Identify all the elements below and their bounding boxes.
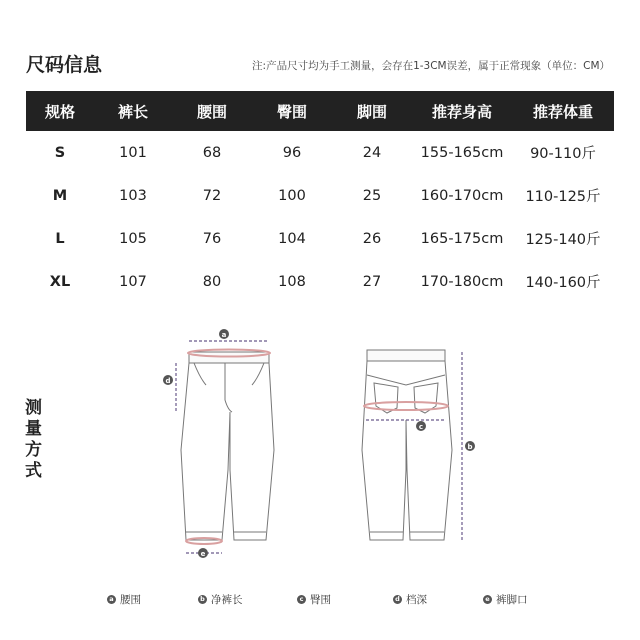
table-cell: 105	[119, 230, 147, 247]
table-cell: 107	[119, 273, 147, 290]
marker-b	[465, 441, 475, 451]
table-cell: 110-125斤	[525, 189, 601, 205]
marker-c	[416, 421, 426, 431]
back-waistband	[367, 350, 445, 361]
legend-label: 档深	[406, 594, 427, 606]
pants-front-view	[181, 352, 274, 540]
marker-d-label: d	[165, 377, 171, 385]
size-cell: M	[52, 187, 68, 204]
label-char: 式	[25, 461, 42, 481]
marker-e	[198, 548, 208, 558]
size-cell: L	[55, 230, 65, 247]
back-measure-lines	[366, 352, 462, 540]
measurement-legend	[0, 592, 640, 612]
size-cell: S	[54, 144, 66, 161]
back-right-leg	[406, 361, 452, 540]
marker-d	[163, 375, 173, 385]
table-cell: 170-180cm	[420, 273, 504, 290]
column-header: 腰围	[172, 91, 252, 131]
marker-a-label: a	[221, 331, 227, 339]
page-title: 尺码信息	[26, 54, 103, 76]
table-cell: 76	[202, 230, 222, 247]
marker-c-label: c	[418, 423, 424, 431]
table-cell: 165-175cm	[420, 230, 504, 247]
column-header: 推荐身高	[412, 91, 512, 131]
column-header: 臀围	[252, 91, 332, 131]
table-cell: 140-160斤	[525, 275, 601, 291]
column-header: 规格	[26, 91, 94, 131]
legend-label: 腰围	[120, 594, 141, 606]
table-cell: 108	[278, 273, 306, 290]
table-cell: 96	[282, 144, 302, 161]
table-cell: 100	[278, 187, 306, 204]
table-cell: 125-140斤	[525, 232, 601, 248]
marker-a	[219, 329, 229, 339]
front-pocket-right	[252, 363, 264, 385]
table-cell: 155-165cm	[420, 144, 504, 161]
column-header: 裤长	[94, 91, 172, 131]
pants-back-view	[362, 350, 452, 540]
marker-c-icon: c	[297, 595, 306, 604]
table-cell: 26	[362, 230, 382, 247]
marker-e-label: e	[200, 550, 206, 558]
hem-highlight	[186, 538, 222, 544]
legend-item-length	[198, 592, 243, 607]
table-cell: 24	[362, 144, 382, 161]
table-cell: 101	[119, 144, 147, 161]
table-cell: 104	[278, 230, 306, 247]
marker-b-icon: b	[198, 595, 207, 604]
legend-label: 臀围	[310, 594, 331, 606]
table-cell: 160-170cm	[420, 187, 504, 204]
size-cell: XL	[49, 273, 71, 290]
front-pocket-left	[194, 363, 206, 385]
table-cell: 68	[202, 144, 222, 161]
legend-label: 裤脚口	[496, 594, 528, 606]
label-char: 方	[25, 440, 42, 460]
legend-item-hem	[483, 592, 528, 607]
table-cell: 90-110斤	[530, 146, 596, 162]
legend-label: 净裤长	[211, 594, 243, 606]
label-char: 测	[25, 398, 42, 418]
legend-item-hip	[297, 592, 331, 607]
table-cell: 80	[202, 273, 222, 290]
legend-item-waist	[107, 592, 141, 607]
legend-item-rise	[393, 592, 427, 607]
table-cell: 103	[119, 187, 147, 204]
back-left-leg	[362, 361, 406, 540]
table-cell: 27	[362, 273, 382, 290]
front-left-leg	[181, 363, 230, 540]
front-fly	[225, 363, 232, 412]
marker-e-icon: e	[483, 595, 492, 604]
marker-a-icon: a	[107, 595, 116, 604]
front-right-leg	[230, 363, 274, 540]
table-cell: 72	[202, 187, 222, 204]
front-measure-lines	[176, 341, 269, 553]
column-header: 脚围	[332, 91, 412, 131]
table-cell: 25	[362, 187, 382, 204]
column-header: 推荐体重	[512, 91, 614, 131]
measurement-note: 注:产品尺寸均为手工测量，会存在1-3CM误差，属于正常现象（单位：CM）	[252, 60, 610, 72]
label-char: 量	[25, 419, 42, 439]
marker-d-icon: d	[393, 595, 402, 604]
marker-b-label: b	[467, 443, 473, 451]
